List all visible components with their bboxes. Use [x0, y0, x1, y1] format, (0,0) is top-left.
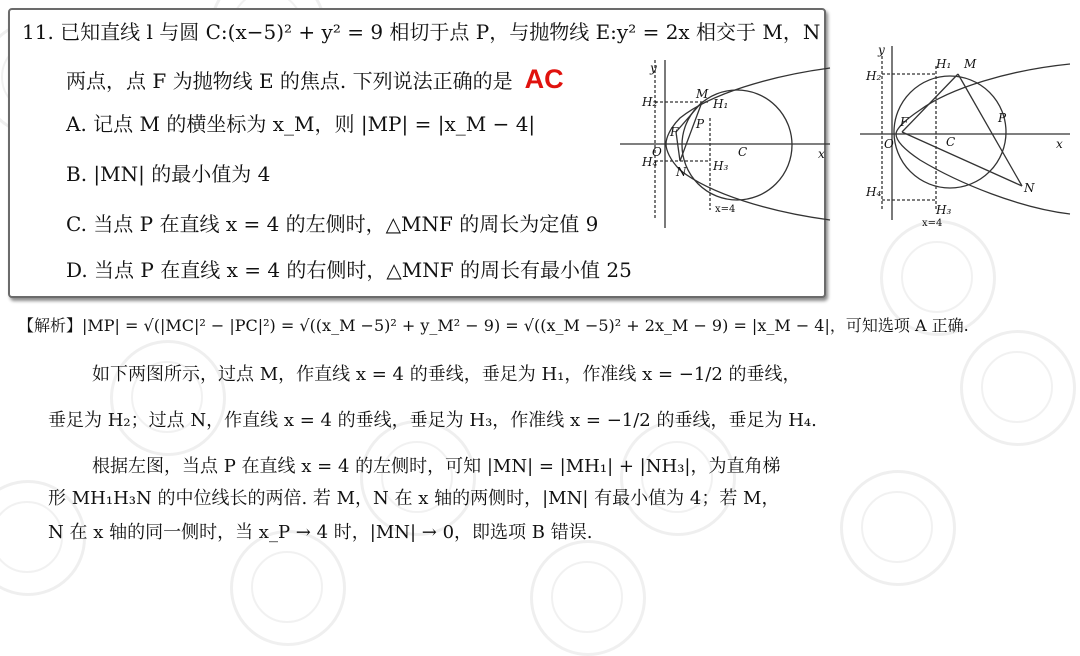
fig-right-label: x=4	[922, 218, 943, 229]
fig-left-label: H₃	[713, 159, 729, 173]
fig-left-label: y	[650, 61, 657, 75]
solution-line5: 形 MH₁H₃N 的中位线长的两倍. 若 M，N 在 x 轴的两侧时，|MN| 有最小值为 4；若 M，	[48, 488, 780, 509]
option-d	[66, 260, 632, 280]
fig-right-label: F	[900, 115, 909, 129]
fig-right-label: C	[946, 135, 956, 149]
fig-left-label: C	[738, 145, 748, 159]
fig-right-label: N	[1024, 181, 1035, 195]
option-text: 当点 P 在直线 x = 4 的左侧时，△MNF 的周长为定值 9	[93, 212, 599, 236]
option-text: |MN| 的最小值为 4	[93, 162, 271, 186]
option-text: 当点 P 在直线 x = 4 的右侧时，△MNF 的周长有最小值 25	[94, 258, 632, 282]
fig-left-label: H₄	[642, 155, 658, 169]
fig-left-label: M	[696, 87, 709, 101]
watermark-ring	[840, 470, 956, 586]
figure-left	[620, 60, 834, 240]
fig-left-label: H₁	[713, 97, 729, 111]
fig-left-label: x	[818, 147, 825, 161]
solution-line3: 垂足为 H₂；过点 N，作直线 x = 4 的垂线，垂足为 H₃，作准线 x = −1/2 的垂线，垂足为 H₄.	[48, 410, 817, 431]
fig-right-label: H₃	[936, 203, 952, 217]
fig-right-label: P	[998, 111, 1007, 125]
solution-line4: 根据左图，当点 P 在直线 x = 4 的左侧时，可知 |MN| = |MH₁| + |NH₃|，为直角梯	[92, 456, 781, 477]
fig-right-label: H₂	[866, 69, 882, 83]
fig-left-label: H₂	[642, 95, 658, 109]
watermark-ring	[360, 420, 476, 536]
question-stem-text: 两点，点 F 为抛物线 E 的焦点. 下列说法正确的是	[66, 69, 513, 93]
watermark-ring	[230, 530, 346, 646]
question-stem-line1: 11. 已知直线 l 与圆 C:(x−5)² + y² = 9 相切于点 P，与抛物线 E:y² = 2x 相交于 M，N	[22, 20, 821, 44]
option-letter: D.	[66, 258, 88, 282]
watermark-ring	[620, 420, 736, 536]
fig-left-label: F	[670, 125, 679, 139]
fig-left-label: x=4	[715, 204, 736, 215]
solution-line2: 如下两图所示，过点 M，作直线 x = 4 的垂线，垂足为 H₁，作准线 x = −1/2 的垂线，	[92, 364, 801, 385]
fig-left-label: O	[652, 145, 662, 159]
answer-badge: AC	[524, 64, 564, 94]
option-letter: A.	[66, 112, 87, 136]
watermark-ring	[960, 330, 1076, 446]
option-c	[66, 214, 598, 234]
fig-right-label: M	[964, 57, 977, 71]
fig-right-label: H₄	[866, 185, 882, 199]
fig-right-label: y	[878, 43, 885, 57]
figure-right	[860, 40, 1074, 230]
option-text: 记点 M 的横坐标为 x_M，则 |MP| = |x_M − 4|	[93, 112, 536, 136]
option-letter: B.	[66, 162, 88, 186]
solution-line6: N 在 x 轴的同一侧时，当 x_P → 4 时，|MN| → 0，即选项 B 错误.	[48, 522, 593, 543]
watermark-ring	[110, 340, 226, 456]
fig-right-label: x	[1056, 137, 1063, 151]
watermark-ring	[530, 540, 646, 656]
option-letter: C.	[66, 212, 87, 236]
option-a	[66, 114, 535, 134]
fig-left-label: N	[676, 165, 687, 179]
fig-right-label: O	[884, 137, 894, 151]
question-stem-line2	[66, 66, 564, 93]
fig-right-label: H₁	[936, 57, 952, 71]
solution-line1: 【解析】|MP| = √(|MC|² − |PC|²) = √((x_M −5)² + y_M² − 9) = √((x_M −5)² + 2x_M − 9) = |x_M − 4|，可知选项 A 正确.	[18, 316, 969, 335]
fig-left-label: P	[696, 117, 705, 131]
option-b	[66, 164, 270, 184]
